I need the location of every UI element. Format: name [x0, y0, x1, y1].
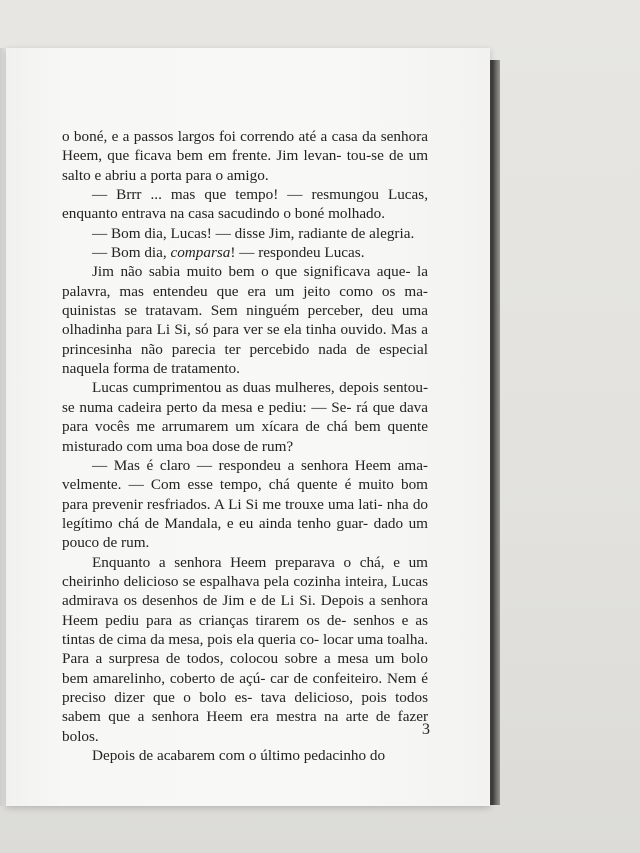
emphasis-comparsa: comparsa [170, 244, 231, 262]
paragraph-6: Lucas cumprimentou as duas mulheres, depois sentou-se numa cadeira perto da mesa e pediu: — Se- rá que dava para vocês me arrumarem um xícara de chá bem quente misturado com uma boa dose de rum? [62, 379, 429, 455]
paragraph-7: — Mas é claro — respondeu a senhora Heem ama- velmente. — Com esse tempo, chá quente é muito bom para prevenir resfriados. A Li Si me trouxe uma lati- nha do legítimo chá de Mandala, e eu ainda tenho guar- dado um pouco de rum. [62, 456, 429, 552]
paragraph-5: Jim não sabia muito bem o que significava aque- la palavra, mas entendeu que era um jeito como os ma- quinistas se tratavam. Sem ninguém perceber, deu uma olhadinha para Li Si, só para ver se ela tinha ouvido. Mas a princesinha não parecia ter percebido nada de especial naquela forma de tratamento. [62, 263, 428, 378]
paragraph-1: o boné, e a passos largos foi correndo até a casa da senhora Heem, que ficava bem em frente. Jim levan- tou-se de um salto e abriu a porta para o amigo. [62, 128, 429, 184]
paragraph-4: — Bom dia, comparsa! — respondeu Lucas. [92, 244, 365, 262]
page-body [62, 127, 428, 765]
paragraph-3: — Bom dia, Lucas! — disse Jim, radiante de alegria. [92, 224, 415, 242]
paragraph-9: Depois de acabarem com o último pedacinho do [92, 747, 386, 764]
page-number: 3 [422, 721, 430, 738]
paragraph-2: — Brrr ... mas que tempo! — resmungou Lucas, enquanto entrava na casa sacudindo o boné molhado. [62, 186, 428, 223]
paragraph-8: Enquanto a senhora Heem preparava o chá, e um cheirinho delicioso se espalhava pela cozinha inteira, Lucas admirava os desenhos de Jim e de Li Si. Depois a senhora Heem pediu para as crianças tirarem os de- senhos e as tintas de cima da mesa, pois ela queria co- locar uma toalha. Para a surpresa de todos, colocou sobre a mesa um bolo bem amarelinho, coberto de açú- car de confeiteiro. Nem é preciso dizer que o bolo es- tava delicioso, pois todos sabem que a senhora Heem era mestra na arte de fazer bolos. [62, 553, 429, 745]
